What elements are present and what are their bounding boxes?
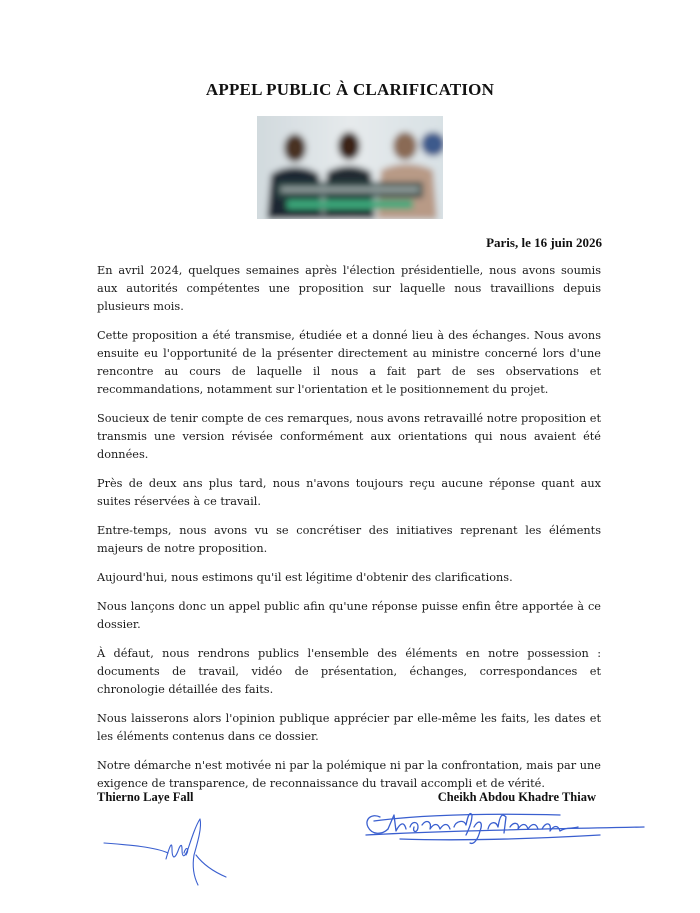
paragraph: Cette proposition a été transmise, étudiée et a donné lieu à des échanges. Nous avons ensuite eu l'opportunité de la présenter directement au ministre concerné lors d'une rencontre au cours de laquelle il nous a fait part de ses observations et recommandations, notamment sur l'orientation et le positionnement du projet. [97,329,601,396]
paragraph: Notre démarche n'est motivée ni par la polémique ni par la confrontation, mais par une exigence de transparence, de reconnaissance du travail accompli et de vérité. [97,759,601,790]
paragraph: Soucieux de tenir compte de ces remarques, nous avons retravaillé notre proposition et transmis une version révisée conformément aux orientations qui nous avaient été données. [97,412,601,461]
handwritten-signature-right [360,805,650,855]
paragraph: Nous lançons donc un appel public afin qu'une réponse puisse enfin être apportée à ce dossier. [97,600,601,631]
paragraph: Près de deux ans plus tard, nous n'avons toujours reçu aucune réponse quant aux suites réservées à ce travail. [97,477,601,508]
paragraph: Entre-temps, nous avons vu se concrétiser des initiatives reprenant les éléments majeurs de notre proposition. [97,524,601,555]
signatory-name-left: Thierno Laye Fall [97,790,194,804]
paragraph: Nous laisserons alors l'opinion publique apprécier par elle-même les faits, les dates et les éléments contenus dans ce dossier. [97,712,601,743]
handwritten-signature-left [100,815,240,895]
paragraph: À défaut, nous rendrons publics l'ensemble des éléments en notre possession : documents de travail, vidéo de présentation, échanges, correspondances et chronologie détaillée des faits. [97,647,601,696]
letter-body [97,262,601,804]
blurred-photo [257,116,443,219]
place-and-date: Paris, le 16 juin 2026 [486,235,602,250]
paragraph: Aujourd'hui, nous estimons qu'il est légitime d'obtenir des clarifications. [97,571,513,584]
paragraph: En avril 2024, quelques semaines après l'élection présidentielle, nous avons soumis aux autorités compétentes une proposition sur laquelle nous travaillions depuis plusieurs mois. [97,264,601,313]
document-title: APPEL PUBLIC À CLARIFICATION [205,80,495,99]
signatory-name-right: Cheikh Abdou Khadre Thiaw [437,790,596,804]
